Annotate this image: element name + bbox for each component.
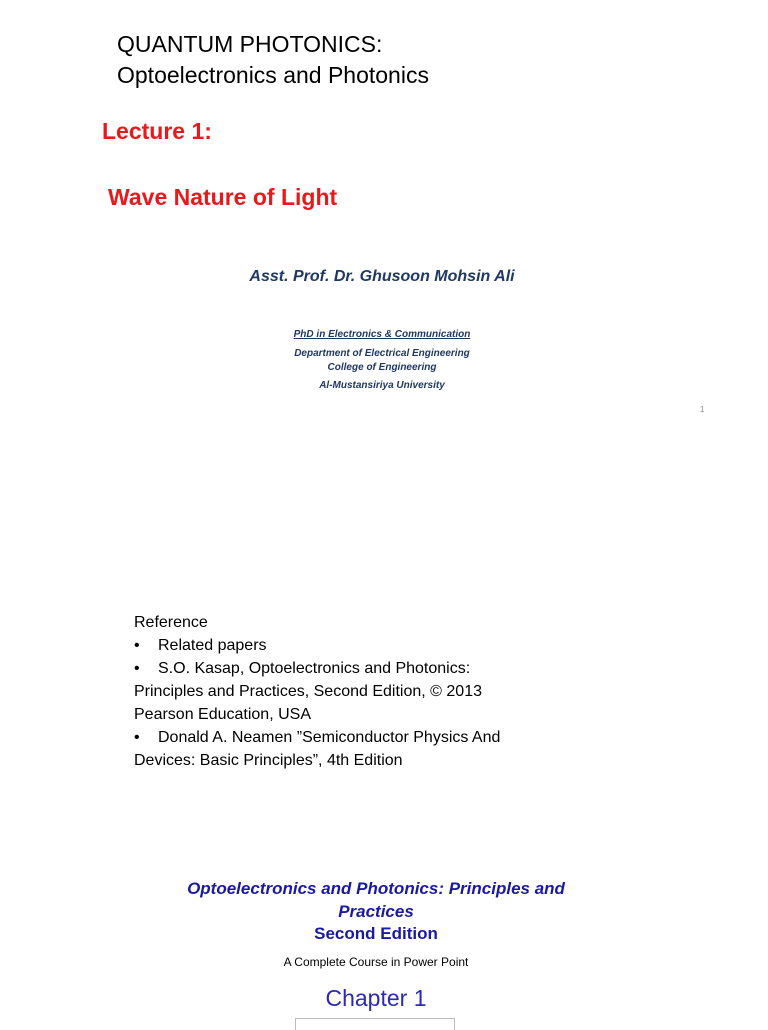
book-subtitle: A Complete Course in Power Point	[283, 955, 469, 969]
reference-continuation: Pearson Education, USA	[134, 706, 311, 723]
author-college: College of Engineering	[327, 362, 437, 373]
chapter-heading: Chapter 1	[325, 985, 427, 1011]
author-department: Department of Electrical Engineering	[294, 348, 470, 359]
book-title-line-1: Optoelectronics and Photonics: Principles and	[187, 879, 565, 898]
author-name: Asst. Prof. Dr. Ghusoon Mohsin Ali	[249, 268, 515, 285]
reference-continuation: Principles and Practices, Second Edition, © 2013	[134, 683, 482, 700]
bullet-icon: •	[134, 637, 140, 654]
reference-item-text: Related papers	[158, 637, 267, 654]
lecture-topic: Wave Nature of Light	[108, 184, 338, 210]
bullet-icon: •	[134, 660, 140, 677]
book-title-line-2: Practices	[338, 902, 414, 921]
page-number: 1	[700, 405, 705, 414]
reference-item-text: S.O. Kasap, Optoelectronics and Photonics:	[158, 660, 471, 677]
bullet-icon: •	[134, 729, 140, 746]
chapter-frame	[295, 1018, 455, 1030]
reference-item-text: Donald A. Neamen ”Semiconductor Physics And	[158, 729, 501, 746]
lecture-number: Lecture 1:	[102, 118, 212, 144]
list-item	[134, 657, 584, 680]
slide-title-line-2: Optoelectronics and Photonics	[117, 62, 429, 88]
author-university: Al-Mustansiriya University	[319, 380, 445, 391]
reference-list	[134, 611, 584, 772]
author-degree: PhD in Electronics & Communication	[293, 329, 471, 340]
book-edition: Second Edition	[314, 924, 438, 943]
reference-continuation: Devices: Basic Principles”, 4th Edition	[134, 752, 403, 769]
reference-heading: Reference	[134, 614, 208, 631]
slide-title-line-1: QUANTUM PHOTONICS:	[117, 31, 383, 57]
list-item	[134, 634, 584, 657]
list-item	[134, 726, 584, 749]
